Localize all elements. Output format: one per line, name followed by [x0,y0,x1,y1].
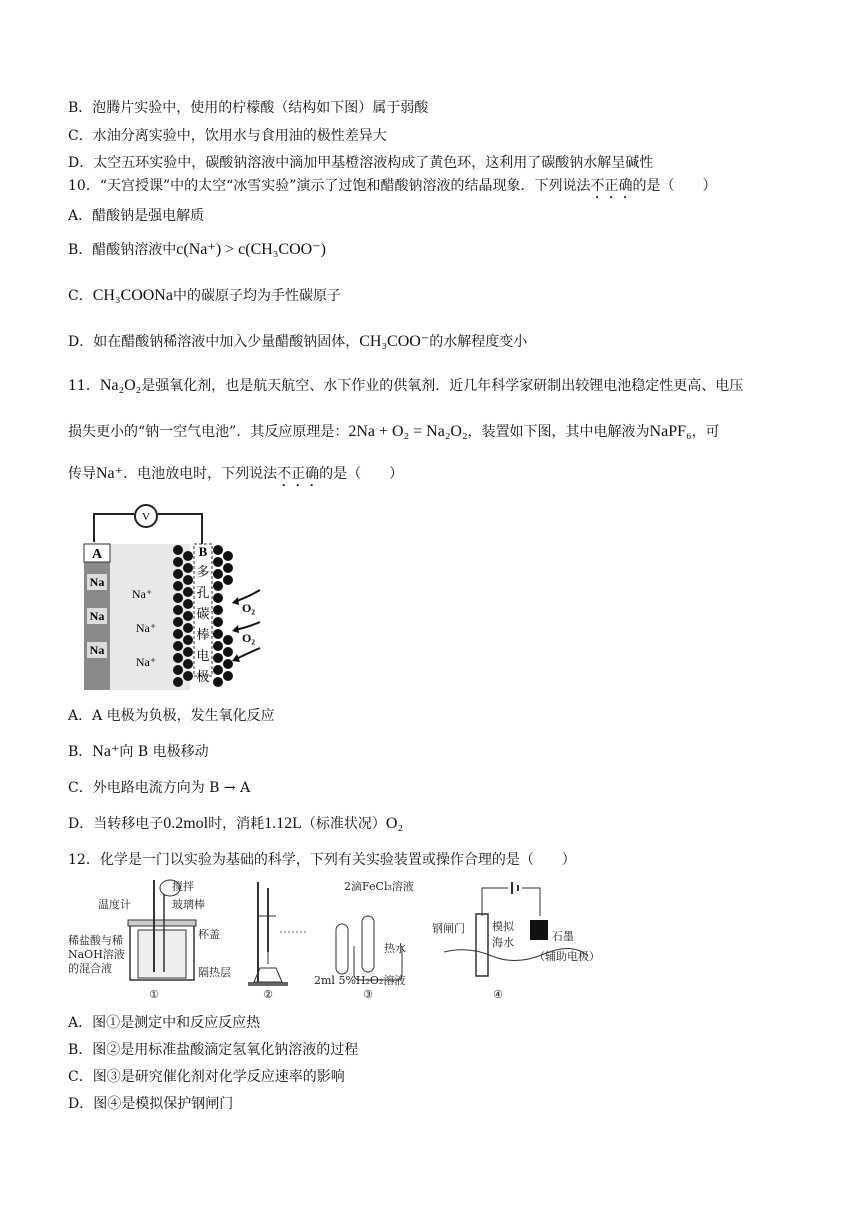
q11-line3-text2: ．电池放电时，下列说法 [123,466,278,482]
q10-b-formula: c(Na⁺) > c(CH₃COO⁻) [176,241,326,258]
q11-line3-text: 传导 [68,466,96,482]
q10-option-a: A．醋酸钠是强电解质 [68,208,205,224]
q11-line3-end: 的是（ ） [319,466,404,482]
figure-4-number: ④ [493,988,503,1001]
na-label-3: Na [89,643,105,657]
q11-d-mol: 0.2mol [163,815,209,832]
q11-option-d [68,814,403,834]
q11-formula-napf6: NaPF₆ [649,423,692,440]
q10-b-text: B．醋酸钠溶液中 [68,242,177,258]
porous-char-3: 碳 [196,607,210,622]
q10-option-c [68,286,341,306]
o2-label-1: O₂ [242,601,255,615]
q11-line1 [68,376,743,396]
stirrer-label-1: 搅拌 [172,880,194,893]
q11-d-text: D．当转移电子 [68,816,164,832]
q11-d-volume: 1.12L [264,815,302,832]
q10-stem-text: 10．“天宫授课”中的太空“冰雪实验”演示了过饱和醋酸钠溶液的结晶现象．下列说法 [68,178,591,194]
porous-char-6: 极 [196,670,210,685]
q11-option-c: C．外电路电流方向为 B → A [68,780,251,796]
na-plus-1: Na⁺ [131,587,153,601]
q10-c-label: C． [68,288,93,304]
q9-option-b: B．泡腾片实验中，使用的柠檬酸（结构如下图）属于弱酸 [68,100,429,116]
na-plus-3: Na⁺ [135,655,157,669]
na-label-1: Na [89,575,105,589]
q11-equation: 2Na + O₂ = Na₂O₂ [348,423,468,440]
q11-line2-text: 损失更小的“钠一空气电池”．其反应原理是： [68,424,349,440]
q11-line3 [68,464,403,490]
o2-label-2: O₂ [242,631,255,645]
figure-2-number: ② [263,988,273,1001]
q11-line2-end: ，可 [691,424,720,440]
steel-gate-label: 钢闸门 [432,922,465,935]
fecl3-label: 2滴FeCl₃溶液 [344,880,414,893]
q11-d-cond: （标准状况） [301,816,386,832]
q11-formula-na2o2: Na₂O₂ [99,377,142,394]
q12-stem: 12．化学是一门以实验为基础的科学，下列有关实验装置或操作合理的是（ ） [68,852,576,868]
q11-option-a: A．A 电极为负极，发生氧化反应 [68,708,275,724]
q11-line1-text: 是强氧化剂，也是航天航空、水下作业的供氧剂．近几年科学家研制出较锂电池稳定性更高、电压 [141,378,744,394]
q10-d-suffix: 的水解程度变小 [429,334,528,350]
mixture-label-2: NaOH溶液 [68,948,125,961]
q10-d-formula: CH₃COO⁻ [359,333,430,350]
q12-option-b: B．图②是用标准盐酸滴定氢氧化钠溶液的过程 [68,1042,359,1058]
q11-b-text: 向 B 电极移动 [119,744,209,760]
q10-option-b [68,240,326,260]
q10-stem-end: 的是（ ） [632,178,717,194]
na-label-2: Na [89,609,105,623]
seawater-label-2: 海水 [492,936,514,949]
porous-char-1: 多 [196,565,210,580]
q10-c-formula: CH₃COONa [92,287,173,304]
porous-char-2: 孔 [196,586,210,601]
seawater-label-1: 模拟 [492,920,514,933]
q10-c-text: 中的碳原子均为手性碳原子 [172,288,341,304]
q11-d-o2: O₂ [385,815,404,832]
q11-formula-naplus: Na⁺ [96,465,124,482]
electrode-b-label: B [198,544,208,559]
figure-3-number: ③ [363,988,373,1001]
h2o2-label: 2ml 5%H₂O₂溶液 [314,974,406,987]
thermometer-label: 温度计 [98,898,131,911]
graphite-label: 石墨 [552,930,574,943]
voltmeter-label: V [142,511,150,523]
q11-number: 11． [68,378,100,394]
figure-4-protection [432,882,600,1001]
q11-option-b [68,742,209,762]
mixture-label-1: 稀盐酸与稀 [68,934,123,947]
mixture-label-3: 的混合液 [68,962,112,975]
na-plus-2: Na⁺ [135,621,157,635]
sodium-air-battery-figure [74,502,264,692]
q11-b-formula: Na⁺ [92,743,120,760]
experiment-figures [68,872,628,1004]
figure-3-catalyst [314,879,414,1001]
hot-water-label: 热水 [384,942,406,955]
q11-b-label: B． [68,744,93,760]
q11-emphasis: 不正确 [277,466,320,482]
aux-electrode-label: （辅助电极） [534,950,600,963]
q10-emphasis: 不正确 [590,178,633,194]
figure-2-titration [248,882,308,1001]
q10-stem [68,176,716,202]
q12-option-d: D．图④是模拟保护钢闸门 [68,1096,234,1112]
figure-1-number: ① [149,988,159,1001]
porous-char-5: 电 [196,649,210,664]
lid-label: 杯盖 [198,928,220,941]
q11-line2-text2: ，装置如下图，其中电解液为 [467,424,650,440]
q12-option-c: C．图③是研究催化剂对化学反应速率的影响 [68,1069,345,1085]
q9-option-d: D．太空五环实验中，碳酸钠溶液中滴加甲基橙溶液构成了黄色环，这利用了碳酸钠水解呈碱性 [68,155,654,171]
q10-option-d [68,332,527,352]
figure-1-calorimeter [68,879,231,1001]
q10-d-text: D．如在醋酸钠稀溶液中加入少量醋酸钠固体， [68,334,360,350]
q9-option-c: C．水油分离实验中，饮用水与食用油的极性差异大 [68,128,387,144]
porous-char-4: 棒 [196,628,210,643]
q11-line2 [68,422,720,442]
q11-d-mid: 时，消耗 [208,816,265,832]
electrode-a-label: A [91,547,103,562]
insulation-label: 隔热层 [198,966,231,979]
stirrer-label-2: 玻璃棒 [172,898,205,911]
q12-option-a: A．图①是测定中和反应反应热 [68,1015,261,1031]
